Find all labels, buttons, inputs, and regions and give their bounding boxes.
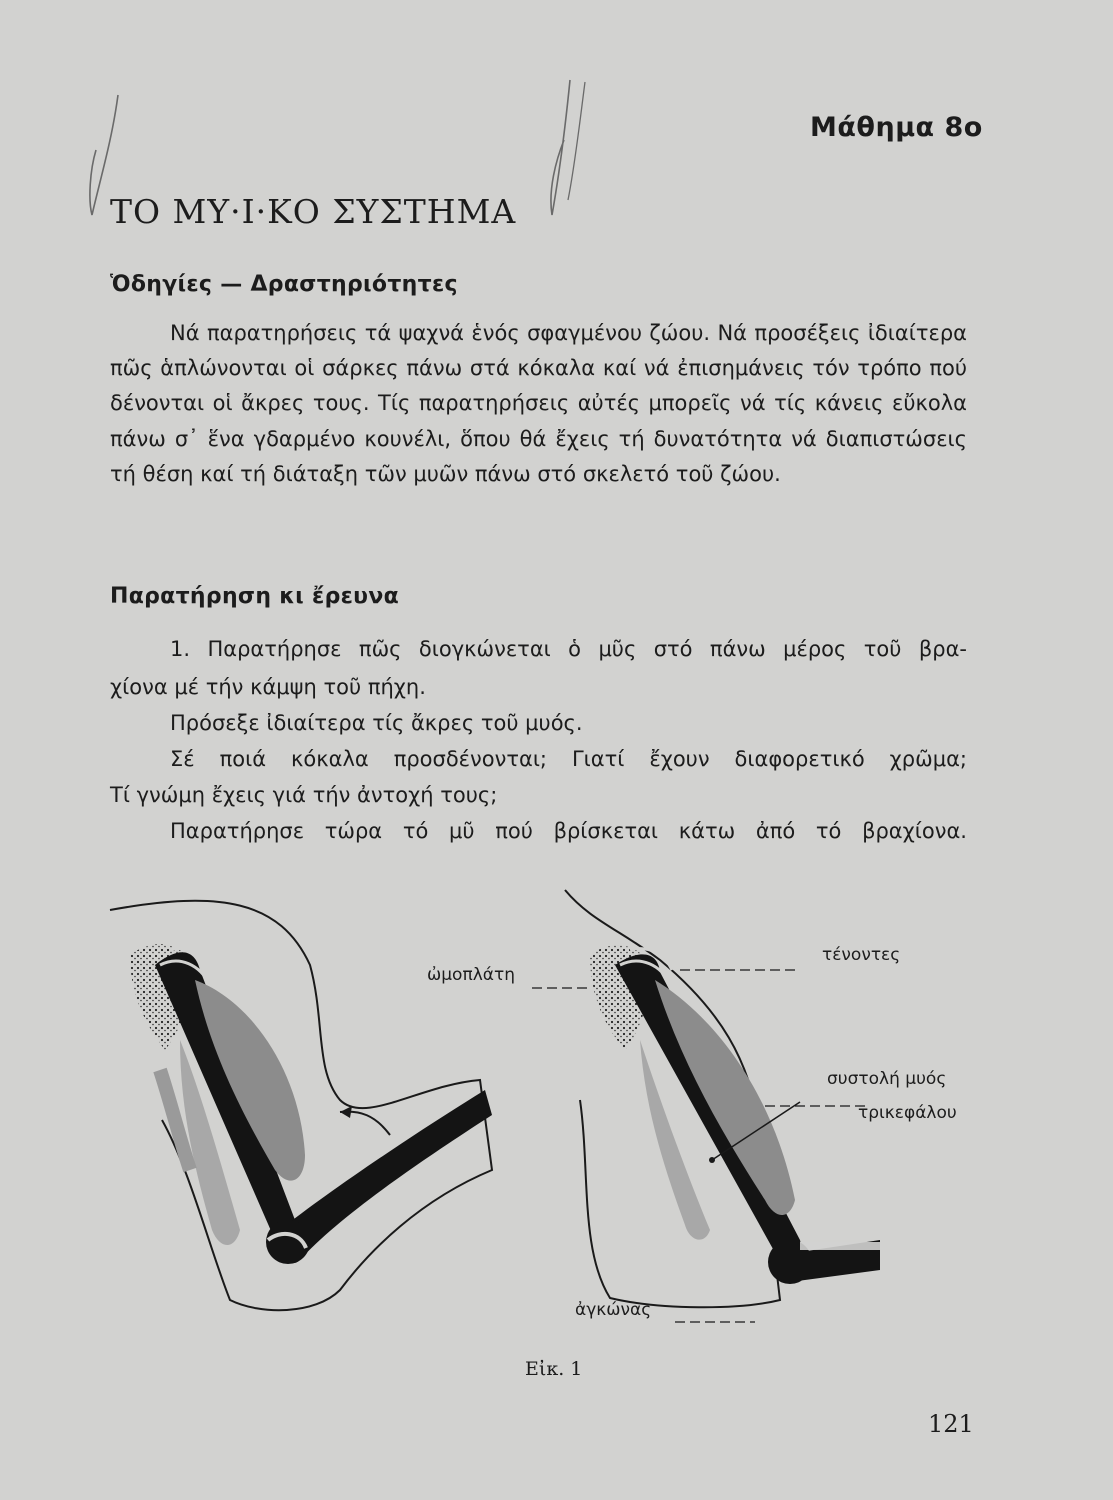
label-elbow: ἀγκώνας <box>575 1300 652 1320</box>
left-arm-illustration <box>110 901 492 1310</box>
instructions-paragraph: Νά παρατηρήσεις τά ψαχνά ἑνός σφαγμένου ζώου. Νά προσέξεις ἰδιαίτερα πῶς ἁπλώνονται οἱ σάρκες πάνω στά κόκαλα καί νά ἐπισημάνεις τόν τρόπο πού δένονται οἱ ἄκρες τους. Τίς παρατηρήσεις αὐτές μπορεῖς νά τίς κάνεις εὔκολα πάνω σ᾽ ἕνα γδαρμένο κουνέλι, ὅπου θά ἔχεις τή δυνατότητα νά διαπιστώσεις τή θέση καί τή διάταξη τῶν μυῶν πάνω στό σκελετό τοῦ ζώου. <box>110 321 967 486</box>
label-muscle-contraction: συστολή μυός <box>827 1069 947 1089</box>
label-scapula: ὠμοπλάτη <box>427 965 515 985</box>
observation-line: Τί γνώμη ἔχεις γιά τήν ἀντοχή τους; <box>110 783 498 807</box>
section-heading-observation: Παρατήρηση κι ἔρευνα <box>110 584 400 609</box>
label-triceps: τρικεφάλου <box>858 1103 957 1123</box>
label-tendons: τένοντες <box>822 945 901 965</box>
page-number: 121 <box>928 1410 974 1438</box>
observation-line: χίονα μέ τήν κάμψη τοῦ πήχη. <box>110 675 426 699</box>
observation-line: 1. Παρατήρησε πῶς διογκώνεται ὁ μῦς στό πάνω μέρος τοῦ βρα- <box>170 637 967 661</box>
section-heading-instructions: Ὁδηγίες — Δραστηριότητες <box>110 272 458 297</box>
observation-line: Πρόσεξε ἰδιαίτερα τίς ἄκρες τοῦ μυός. <box>170 711 583 735</box>
arm-muscle-figure <box>100 870 980 1350</box>
lesson-label: Μάθημα 8ο <box>810 112 983 143</box>
figure-caption: Εἰκ. 1 <box>525 1358 583 1380</box>
observation-line: Σέ ποιά κόκαλα προσδένονται; Γιατί ἔχουν διαφορετικό χρῶμα; <box>170 747 967 771</box>
chapter-title: ΤΟ ΜΥ·Ι·ΚΟ ΣΥΣΤΗΜΑ <box>110 192 517 231</box>
observation-line: Παρατήρησε τώρα τό μῦ πού βρίσκεται κάτω ἀπό τό βραχίονα. <box>170 819 967 843</box>
